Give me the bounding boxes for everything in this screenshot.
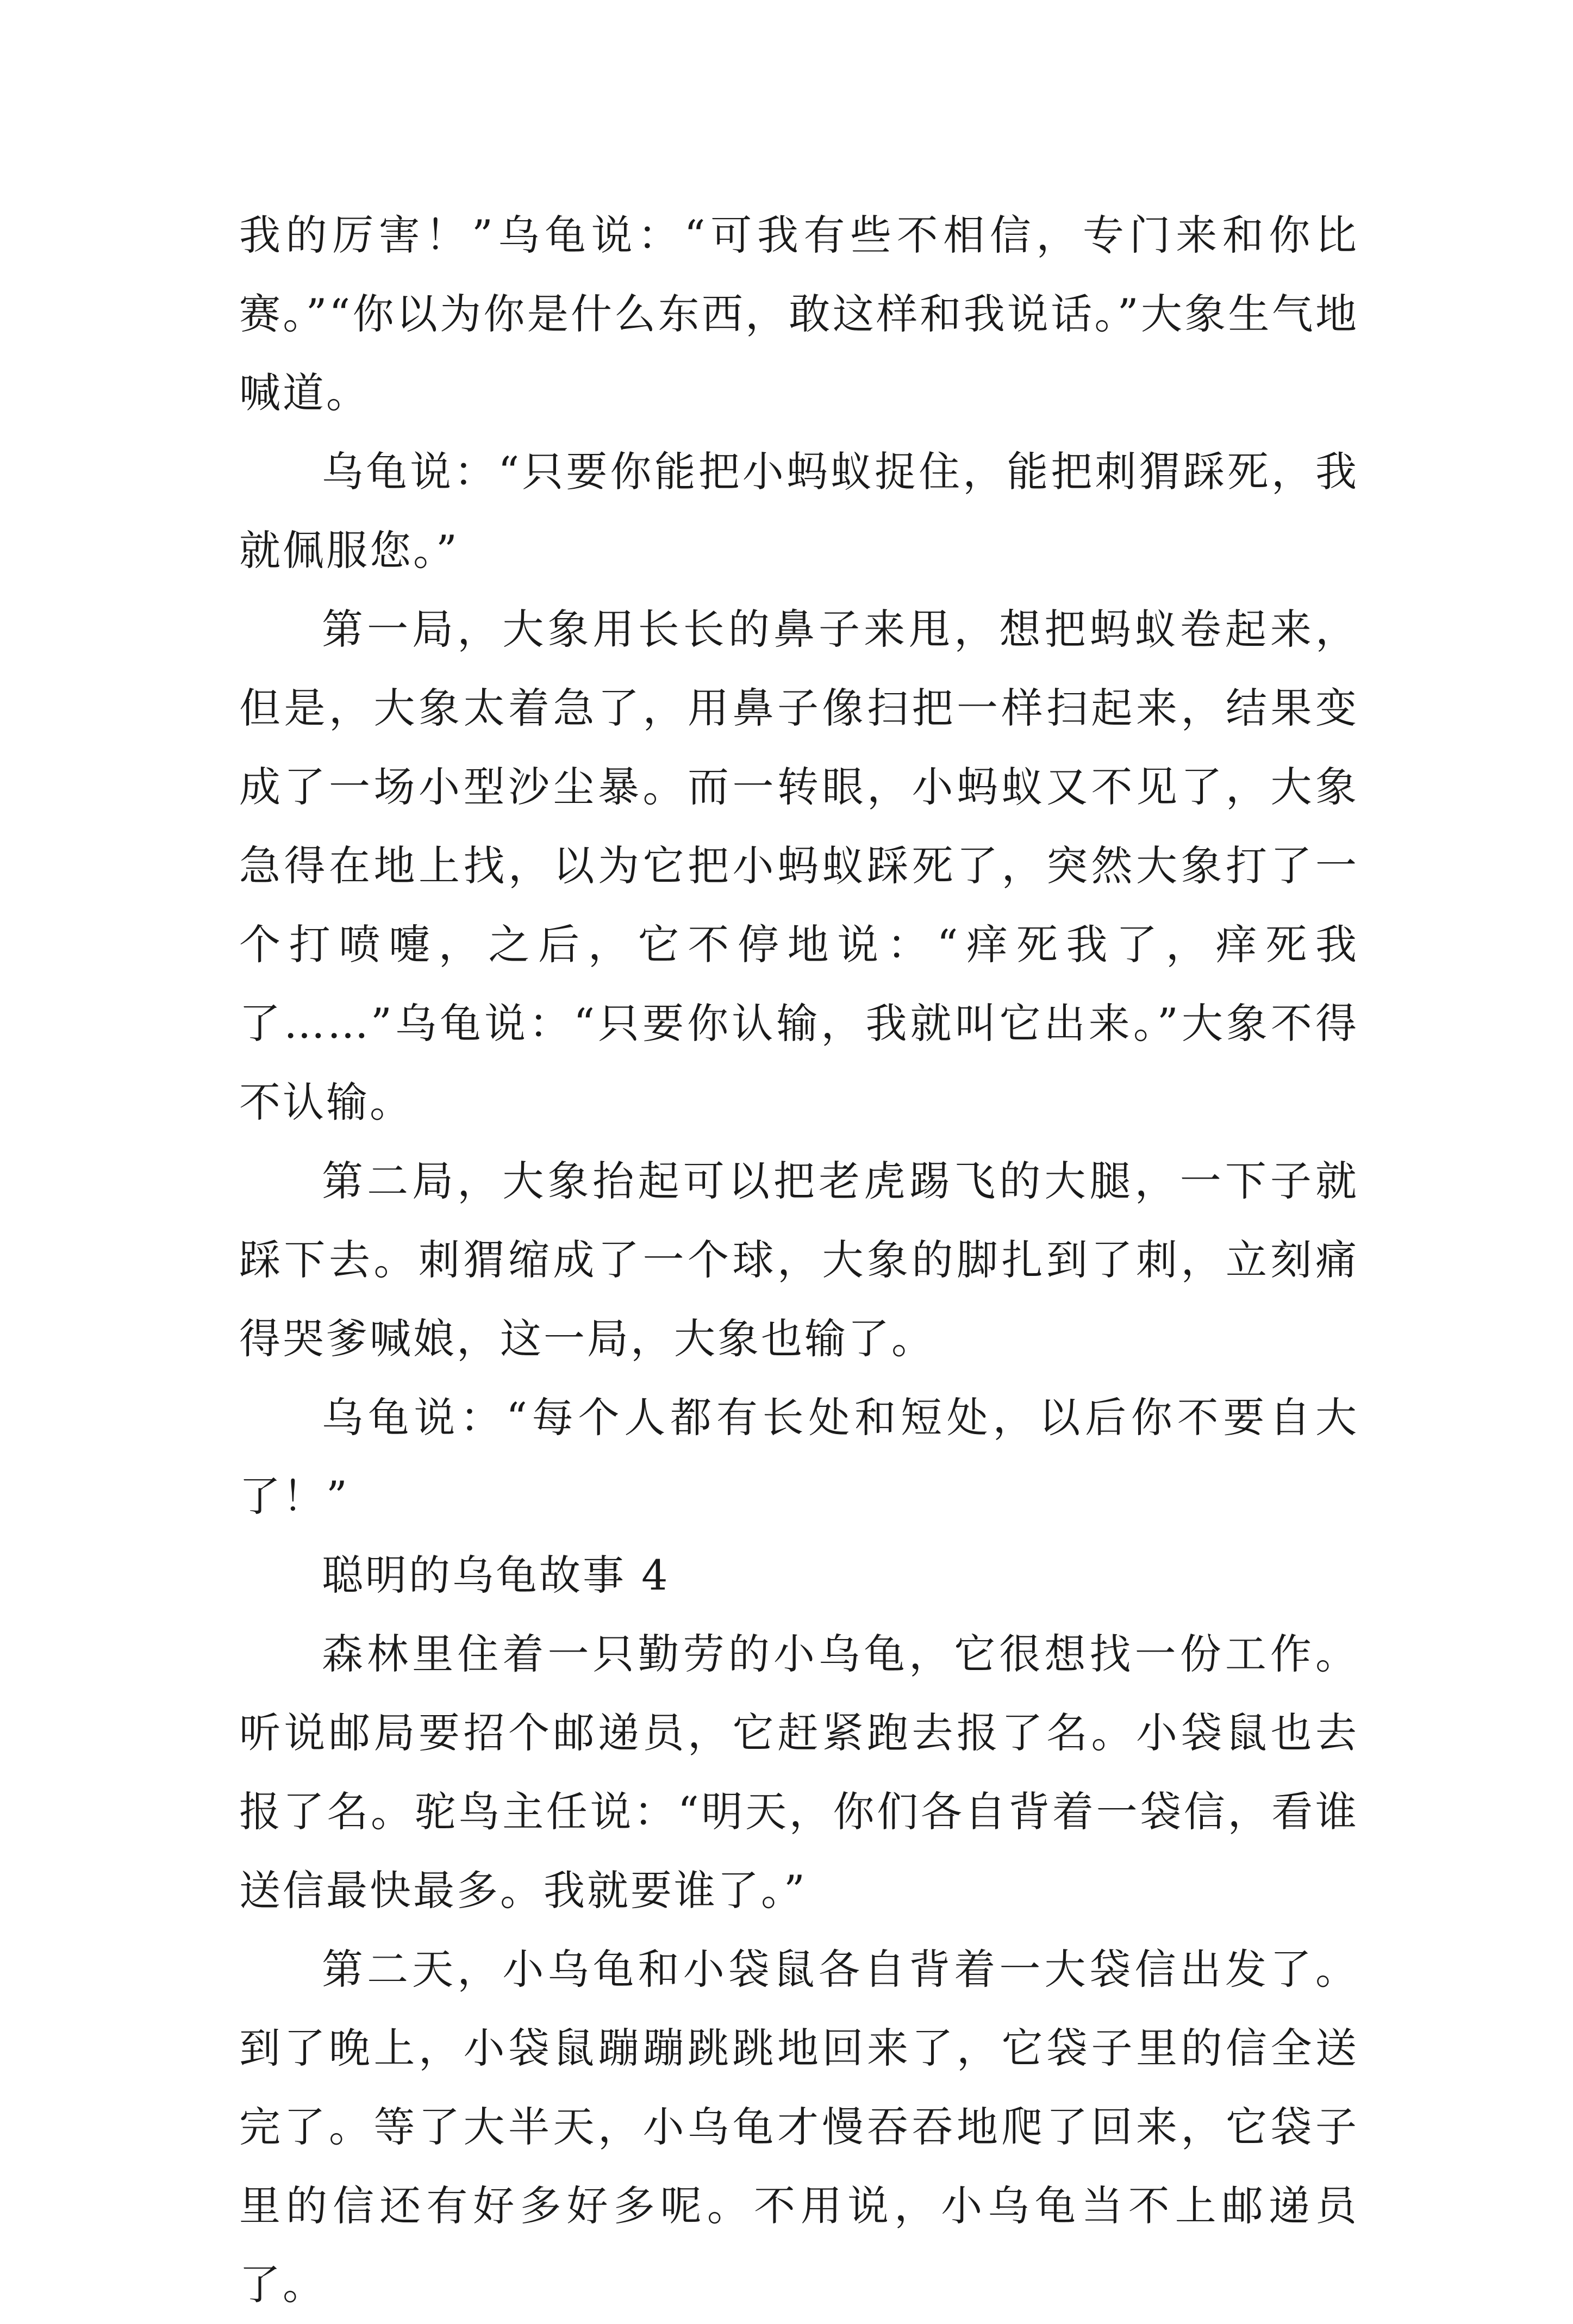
- paragraph: 第二天，小乌龟和小袋鼠各自背着一大袋信出发了。到了晚上，小袋鼠蹦蹦跳跳地回来了，它袋子里的信全送完了。等了大半天，小乌龟才慢吞吞地爬了回来，它袋子里的信还有好多好多呢。不用说，小乌龟当不上邮递员了。: [239, 1945, 1359, 2309]
- paragraph: 我的厉害！”乌龟说：“可我有些不相信，专门来和你比赛。”“你以为你是什么东西，敢这样和我说话。”大象生气地喊道。: [239, 211, 1359, 417]
- paragraph: 乌龟说：“每个人都有长处和短处，以后你不要自大了！”: [239, 1393, 1359, 1521]
- document-body: [239, 196, 1359, 2324]
- paragraph: 第一局，大象用长长的鼻子来甩，想把蚂蚁卷起来，但是，大象太着急了，用鼻子像扫把一样扫起来，结果变成了一场小型沙尘暴。而一转眼，小蚂蚁又不见了，大象急得在地上找，以为它把小蚂蚁踩死了，突然大象打了一个打喷嚏，之后，它不停地说：“痒死我了，痒死我了……”乌龟说：“只要你认输，我就叫它出来。”大象不得不认输。: [239, 605, 1359, 1126]
- paragraph: 第二局，大象抬起可以把老虎踢飞的大腿，一下子就踩下去。刺猬缩成了一个球，大象的脚扎到了刺，立刻痛得哭爹喊娘，这一局，大象也输了。: [239, 1157, 1359, 1363]
- paragraph: 森林里住着一只勤劳的小乌龟，它很想找一份工作。听说邮局要招个邮递员，它赶紧跑去报了名。小袋鼠也去报了名。驼鸟主任说：“明天，你们各自背着一袋信，看谁送信最快最多。我就要谁了。”: [239, 1630, 1359, 1915]
- section-heading: 聪明的乌龟故事 4: [322, 1551, 670, 1599]
- paragraph: 乌龟说：“只要你能把小蚂蚁捉住，能把刺猬踩死，我就佩服您。”: [239, 447, 1359, 575]
